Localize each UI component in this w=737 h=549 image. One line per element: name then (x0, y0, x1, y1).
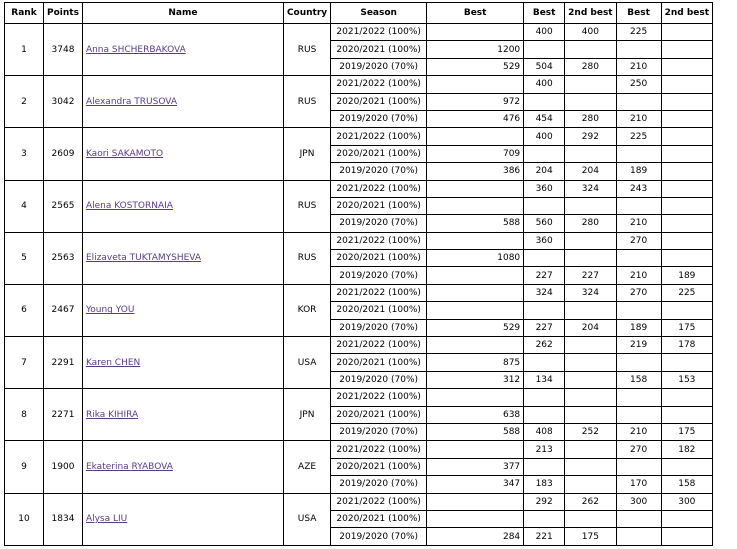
country-cell: USA (283, 337, 330, 389)
season-cell: 2020/2021 (100%) (331, 250, 427, 267)
second-best-3-cell: 189 (661, 267, 712, 284)
best-2-cell (524, 302, 565, 319)
best-1-cell: 284 (427, 528, 524, 545)
best-2-cell (524, 354, 565, 371)
name-cell (82, 76, 283, 128)
points-cell: 3748 (44, 24, 83, 76)
best-3-cell (616, 250, 661, 267)
rank-cell: 2 (5, 76, 44, 128)
second-best-3-cell (661, 145, 712, 162)
best-1-cell (427, 493, 524, 510)
best-1-cell: 588 (427, 423, 524, 440)
rank-cell: 1 (5, 24, 44, 76)
country-cell: KOR (283, 284, 330, 336)
second-best-3-cell (661, 302, 712, 319)
season-cell: 2019/2020 (70%) (331, 476, 427, 493)
best-2-cell: 360 (524, 232, 565, 249)
season-cell: 2021/2022 (100%) (331, 389, 427, 406)
second-best-2-cell: 292 (565, 128, 616, 145)
rank-cell: 3 (5, 128, 44, 180)
season-cell: 2019/2020 (70%) (331, 163, 427, 180)
best-1-cell (427, 389, 524, 406)
header-points: Points (44, 3, 83, 24)
table-row (5, 76, 713, 93)
best-2-cell: 560 (524, 215, 565, 232)
country-cell: RUS (283, 232, 330, 284)
second-best-3-cell (661, 93, 712, 110)
second-best-2-cell (565, 389, 616, 406)
best-3-cell (616, 145, 661, 162)
table-row (5, 180, 713, 197)
best-3-cell: 219 (616, 337, 661, 354)
second-best-3-cell: 178 (661, 337, 712, 354)
country-cell: USA (283, 493, 330, 545)
season-cell: 2021/2022 (100%) (331, 337, 427, 354)
best-1-cell (427, 232, 524, 249)
second-best-2-cell: 400 (565, 24, 616, 41)
season-cell: 2021/2022 (100%) (331, 441, 427, 458)
best-3-cell (616, 528, 661, 545)
best-3-cell: 210 (616, 58, 661, 75)
second-best-3-cell (661, 389, 712, 406)
second-best-2-cell (565, 354, 616, 371)
season-cell: 2020/2021 (100%) (331, 302, 427, 319)
second-best-2-cell (565, 371, 616, 388)
best-1-cell (427, 76, 524, 93)
second-best-2-cell (565, 441, 616, 458)
best-3-cell (616, 197, 661, 214)
season-cell: 2020/2021 (100%) (331, 406, 427, 423)
second-best-2-cell: 280 (565, 215, 616, 232)
best-2-cell: 221 (524, 528, 565, 545)
table-row (5, 284, 713, 301)
header-row (5, 3, 713, 24)
season-cell: 2019/2020 (70%) (331, 319, 427, 336)
season-cell: 2021/2022 (100%) (331, 284, 427, 301)
best-3-cell: 158 (616, 371, 661, 388)
second-best-2-cell: 227 (565, 267, 616, 284)
best-2-cell (524, 250, 565, 267)
second-best-2-cell: 204 (565, 319, 616, 336)
best-1-cell: 638 (427, 406, 524, 423)
second-best-3-cell: 175 (661, 423, 712, 440)
country-cell: RUS (283, 76, 330, 128)
best-2-cell: 454 (524, 110, 565, 127)
header-best-1: Best (427, 3, 524, 24)
skater-name-link[interactable]: Rika KIHIRA (85, 409, 139, 420)
season-cell: 2021/2022 (100%) (331, 24, 427, 41)
name-cell (82, 232, 283, 284)
best-2-cell (524, 93, 565, 110)
best-2-cell: 360 (524, 180, 565, 197)
best-3-cell (616, 406, 661, 423)
country-cell: RUS (283, 24, 330, 76)
second-best-2-cell (565, 406, 616, 423)
second-best-3-cell: 175 (661, 319, 712, 336)
best-1-cell (427, 267, 524, 284)
best-3-cell: 225 (616, 24, 661, 41)
second-best-3-cell: 153 (661, 371, 712, 388)
season-cell: 2021/2022 (100%) (331, 128, 427, 145)
second-best-2-cell (565, 145, 616, 162)
best-1-cell: 377 (427, 458, 524, 475)
second-best-2-cell (565, 197, 616, 214)
best-1-cell: 347 (427, 476, 524, 493)
table-row (5, 389, 713, 406)
second-best-2-cell (565, 476, 616, 493)
second-best-2-cell: 262 (565, 493, 616, 510)
table-row (5, 24, 713, 41)
season-cell: 2020/2021 (100%) (331, 458, 427, 475)
season-cell: 2019/2020 (70%) (331, 371, 427, 388)
second-best-2-cell (565, 41, 616, 58)
skater-name-link[interactable]: Alysa LIU (85, 514, 128, 525)
points-cell: 2565 (44, 180, 83, 232)
second-best-2-cell (565, 337, 616, 354)
second-best-3-cell (661, 41, 712, 58)
points-cell: 2467 (44, 284, 83, 336)
second-best-3-cell (661, 215, 712, 232)
name-cell (82, 493, 283, 545)
second-best-3-cell (661, 197, 712, 214)
second-best-2-cell: 324 (565, 180, 616, 197)
best-3-cell (616, 41, 661, 58)
best-2-cell (524, 389, 565, 406)
second-best-3-cell (661, 458, 712, 475)
best-2-cell (524, 510, 565, 527)
best-2-cell: 134 (524, 371, 565, 388)
best-3-cell: 300 (616, 493, 661, 510)
standings-table (4, 2, 713, 546)
best-1-cell: 476 (427, 110, 524, 127)
table-row (5, 493, 713, 510)
points-cell: 2291 (44, 337, 83, 389)
best-2-cell: 262 (524, 337, 565, 354)
table-row (5, 128, 713, 145)
best-1-cell (427, 441, 524, 458)
best-2-cell: 400 (524, 24, 565, 41)
best-3-cell (616, 389, 661, 406)
best-1-cell: 529 (427, 58, 524, 75)
second-best-3-cell: 225 (661, 284, 712, 301)
best-3-cell: 243 (616, 180, 661, 197)
season-cell: 2020/2021 (100%) (331, 510, 427, 527)
best-1-cell (427, 337, 524, 354)
second-best-3-cell (661, 58, 712, 75)
best-3-cell: 250 (616, 76, 661, 93)
rank-cell: 4 (5, 180, 44, 232)
second-best-3-cell (661, 250, 712, 267)
season-cell: 2019/2020 (70%) (331, 267, 427, 284)
best-1-cell (427, 128, 524, 145)
season-cell: 2019/2020 (70%) (331, 423, 427, 440)
season-cell: 2019/2020 (70%) (331, 528, 427, 545)
best-3-cell: 270 (616, 284, 661, 301)
header-rank: Rank (5, 3, 44, 24)
best-3-cell: 210 (616, 267, 661, 284)
best-3-cell: 225 (616, 128, 661, 145)
skater-name-link[interactable]: Karen CHEN (85, 357, 141, 368)
best-3-cell: 270 (616, 232, 661, 249)
second-best-2-cell: 280 (565, 110, 616, 127)
best-3-cell: 170 (616, 476, 661, 493)
country-cell: RUS (283, 180, 330, 232)
season-cell: 2021/2022 (100%) (331, 232, 427, 249)
points-cell: 1834 (44, 493, 83, 545)
skater-name-link[interactable]: Alena KOSTORNAIA (85, 201, 173, 212)
second-best-2-cell (565, 302, 616, 319)
points-cell: 2609 (44, 128, 83, 180)
best-1-cell: 709 (427, 145, 524, 162)
second-best-2-cell: 280 (565, 58, 616, 75)
points-cell: 2563 (44, 232, 83, 284)
best-1-cell: 529 (427, 319, 524, 336)
best-2-cell (524, 41, 565, 58)
season-cell: 2020/2021 (100%) (331, 93, 427, 110)
name-cell (82, 128, 283, 180)
best-1-cell: 875 (427, 354, 524, 371)
table-body (5, 24, 713, 546)
second-best-3-cell (661, 76, 712, 93)
season-cell: 2020/2021 (100%) (331, 354, 427, 371)
best-1-cell (427, 24, 524, 41)
best-2-cell: 400 (524, 128, 565, 145)
best-1-cell (427, 510, 524, 527)
best-1-cell (427, 197, 524, 214)
table-row (5, 441, 713, 458)
country-cell: JPN (283, 128, 330, 180)
best-2-cell: 292 (524, 493, 565, 510)
best-1-cell (427, 284, 524, 301)
season-cell: 2021/2022 (100%) (331, 493, 427, 510)
skater-name-link[interactable]: Kaori SAKAMOTO (85, 148, 164, 159)
second-best-2-cell (565, 458, 616, 475)
second-best-2-cell: 252 (565, 423, 616, 440)
best-1-cell: 588 (427, 215, 524, 232)
best-1-cell: 1080 (427, 250, 524, 267)
best-1-cell (427, 302, 524, 319)
best-3-cell: 189 (616, 319, 661, 336)
best-3-cell (616, 458, 661, 475)
best-2-cell: 204 (524, 163, 565, 180)
second-best-2-cell (565, 510, 616, 527)
best-3-cell (616, 510, 661, 527)
second-best-3-cell (661, 110, 712, 127)
second-best-3-cell: 182 (661, 441, 712, 458)
points-cell: 3042 (44, 76, 83, 128)
header-second-best-2: 2nd best (565, 3, 616, 24)
best-3-cell: 270 (616, 441, 661, 458)
table-row (5, 337, 713, 354)
points-cell: 1900 (44, 441, 83, 493)
best-1-cell: 312 (427, 371, 524, 388)
best-1-cell (427, 180, 524, 197)
best-2-cell: 183 (524, 476, 565, 493)
best-2-cell (524, 197, 565, 214)
name-cell (82, 284, 283, 336)
name-cell (82, 389, 283, 441)
best-2-cell (524, 145, 565, 162)
best-3-cell: 189 (616, 163, 661, 180)
points-cell: 2271 (44, 389, 83, 441)
skater-name-link[interactable]: Young YOU (85, 305, 135, 316)
second-best-2-cell (565, 232, 616, 249)
best-3-cell: 210 (616, 215, 661, 232)
skater-name-link[interactable]: Alexandra TRUSOVA (85, 96, 178, 107)
header-second-best-3: 2nd best (661, 3, 712, 24)
second-best-3-cell (661, 232, 712, 249)
second-best-3-cell (661, 354, 712, 371)
best-2-cell: 324 (524, 284, 565, 301)
best-3-cell (616, 93, 661, 110)
best-2-cell (524, 406, 565, 423)
country-cell: AZE (283, 441, 330, 493)
rank-cell: 10 (5, 493, 44, 545)
best-3-cell (616, 354, 661, 371)
second-best-3-cell (661, 180, 712, 197)
second-best-3-cell (661, 510, 712, 527)
rank-cell: 8 (5, 389, 44, 441)
season-cell: 2019/2020 (70%) (331, 215, 427, 232)
country-cell: JPN (283, 389, 330, 441)
season-cell: 2020/2021 (100%) (331, 41, 427, 58)
skater-name-link[interactable]: Anna SHCHERBAKOVA (85, 44, 186, 55)
name-cell (82, 337, 283, 389)
best-2-cell (524, 458, 565, 475)
skater-name-link[interactable]: Elizaveta TUKTAMYSHEVA (85, 253, 202, 264)
second-best-3-cell (661, 528, 712, 545)
header-name: Name (82, 3, 283, 24)
header-best-3: Best (616, 3, 661, 24)
season-cell: 2021/2022 (100%) (331, 76, 427, 93)
best-1-cell: 386 (427, 163, 524, 180)
season-cell: 2019/2020 (70%) (331, 58, 427, 75)
name-cell (82, 180, 283, 232)
second-best-3-cell: 158 (661, 476, 712, 493)
header-best-2: Best (524, 3, 565, 24)
second-best-2-cell (565, 250, 616, 267)
best-3-cell (616, 302, 661, 319)
season-cell: 2020/2021 (100%) (331, 197, 427, 214)
best-2-cell: 227 (524, 267, 565, 284)
best-2-cell: 504 (524, 58, 565, 75)
second-best-3-cell (661, 163, 712, 180)
header-country: Country (283, 3, 330, 24)
season-cell: 2020/2021 (100%) (331, 145, 427, 162)
name-cell (82, 24, 283, 76)
second-best-3-cell: 300 (661, 493, 712, 510)
rank-cell: 5 (5, 232, 44, 284)
header-season: Season (331, 3, 427, 24)
second-best-2-cell: 204 (565, 163, 616, 180)
second-best-3-cell (661, 406, 712, 423)
second-best-2-cell: 324 (565, 284, 616, 301)
table-row (5, 232, 713, 249)
best-3-cell: 210 (616, 110, 661, 127)
best-2-cell: 408 (524, 423, 565, 440)
second-best-2-cell (565, 93, 616, 110)
second-best-2-cell: 175 (565, 528, 616, 545)
second-best-3-cell (661, 128, 712, 145)
best-3-cell: 210 (616, 423, 661, 440)
rank-cell: 6 (5, 284, 44, 336)
skater-name-link[interactable]: Ekaterina RYABOVA (85, 461, 173, 472)
best-1-cell: 972 (427, 93, 524, 110)
rank-cell: 7 (5, 337, 44, 389)
best-2-cell: 400 (524, 76, 565, 93)
name-cell (82, 441, 283, 493)
best-2-cell: 227 (524, 319, 565, 336)
second-best-3-cell (661, 24, 712, 41)
season-cell: 2019/2020 (70%) (331, 110, 427, 127)
rank-cell: 9 (5, 441, 44, 493)
second-best-2-cell (565, 76, 616, 93)
best-1-cell: 1200 (427, 41, 524, 58)
season-cell: 2021/2022 (100%) (331, 180, 427, 197)
best-2-cell: 213 (524, 441, 565, 458)
